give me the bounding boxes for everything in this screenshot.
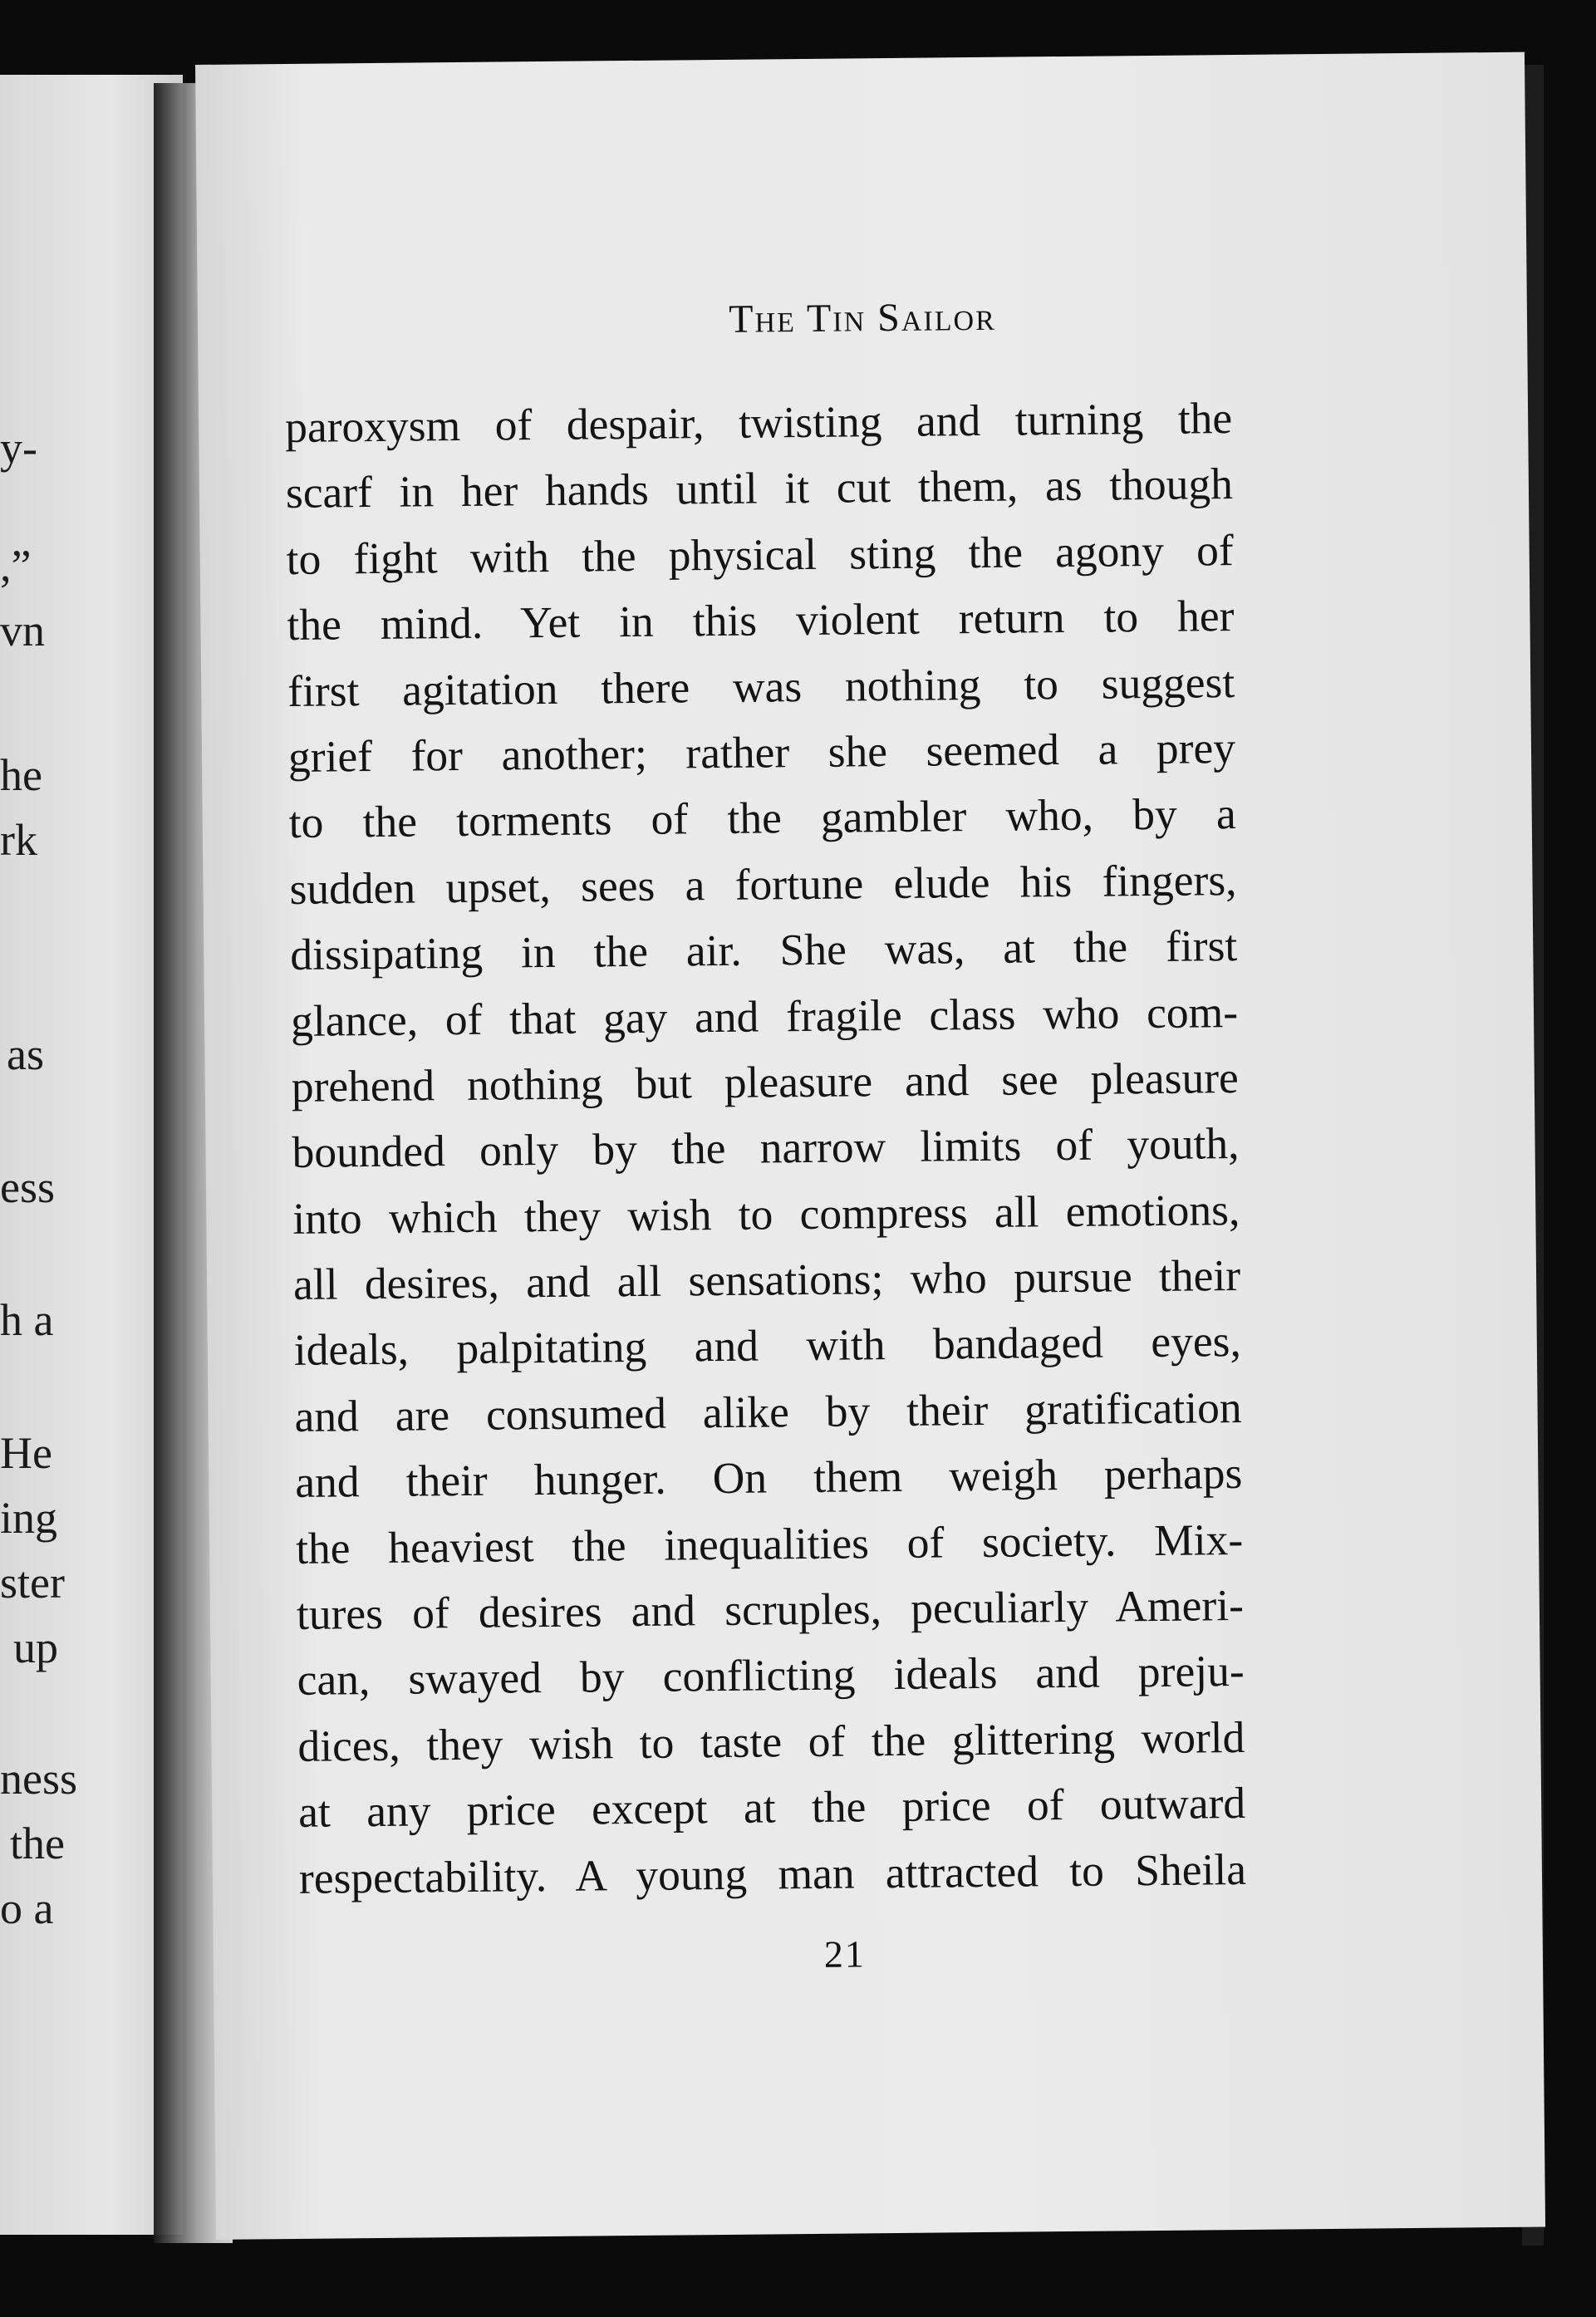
text-line: dices, they wish to taste of the glittering world [297,1711,1245,1771]
previous-page-fragment: y- [0,423,37,473]
text-line: bounded only by the narrow limits of youth, [292,1118,1240,1178]
previous-page-fragment: vn [0,606,45,655]
previous-page-fragment: rk [0,815,37,865]
page-number: 21 [823,1932,867,1976]
text-line: to the torments of the gambler who, by a [288,788,1236,848]
text-line: glance, of that gay and fragile class who com- [290,986,1239,1046]
text-line: to fight with the physical sting the agony of [286,524,1234,584]
text-line: first agitation there was nothing to suggest [287,656,1235,716]
previous-page-fragment: as [7,1029,44,1079]
text-line: scarf in her hands until it cut them, as though [285,459,1234,518]
previous-page-fragment: ster [0,1558,65,1608]
text-line: into which they wish to compress all emotions, [292,1184,1240,1244]
text-line: sudden upset, sees a fortune elude his fingers, [289,854,1237,914]
text-line: prehend nothing but pleasure and see pleasure [291,1052,1240,1112]
text-line: and are consumed alike by their gratification [294,1382,1242,1441]
body-text [285,385,1246,1912]
previous-page-fragment: he [0,750,42,800]
text-line: the mind. Yet in this violent return to her [287,591,1235,650]
text-line: and their hunger. On them weigh perhaps [295,1448,1243,1508]
previous-page-fragment: He [0,1428,52,1478]
previous-page-fragment: ess [0,1162,55,1212]
text-line: at any price except at the price of outward [297,1778,1246,1838]
text-line: ideals, palpitating and with bandaged eyes, [293,1316,1242,1376]
text-line: tures of desires and scruples, peculiarly Ameri- [296,1580,1245,1639]
book-page [195,52,1545,2240]
running-head: The Tin Sailor [728,294,996,341]
previous-page-fragment: ness [0,1754,77,1804]
previous-page-fragment: ing [0,1493,58,1543]
previous-page-fragment: up [13,1622,58,1672]
previous-page-fragment: h a [0,1295,54,1345]
text-line: paroxysm of despair, twisting and turning the [284,393,1233,452]
text-line: can, swayed by conflicting ideals and preju- [297,1646,1245,1706]
previous-page-fragment: o a [0,1883,54,1933]
text-line: respectability. A young man attracted to Sheila [298,1843,1247,1903]
text-line: the heaviest the inequalities of society. Mix- [295,1514,1244,1573]
text-line: grief for another; rather she seemed a prey [287,722,1236,782]
previous-page-fragment: the [10,1819,65,1868]
text-line: all desires, and all sensations; who pursue their [292,1250,1241,1310]
text-line: dissipating in the air. She was, at the first [289,920,1238,980]
previous-page-fragment: ,” [0,541,32,591]
